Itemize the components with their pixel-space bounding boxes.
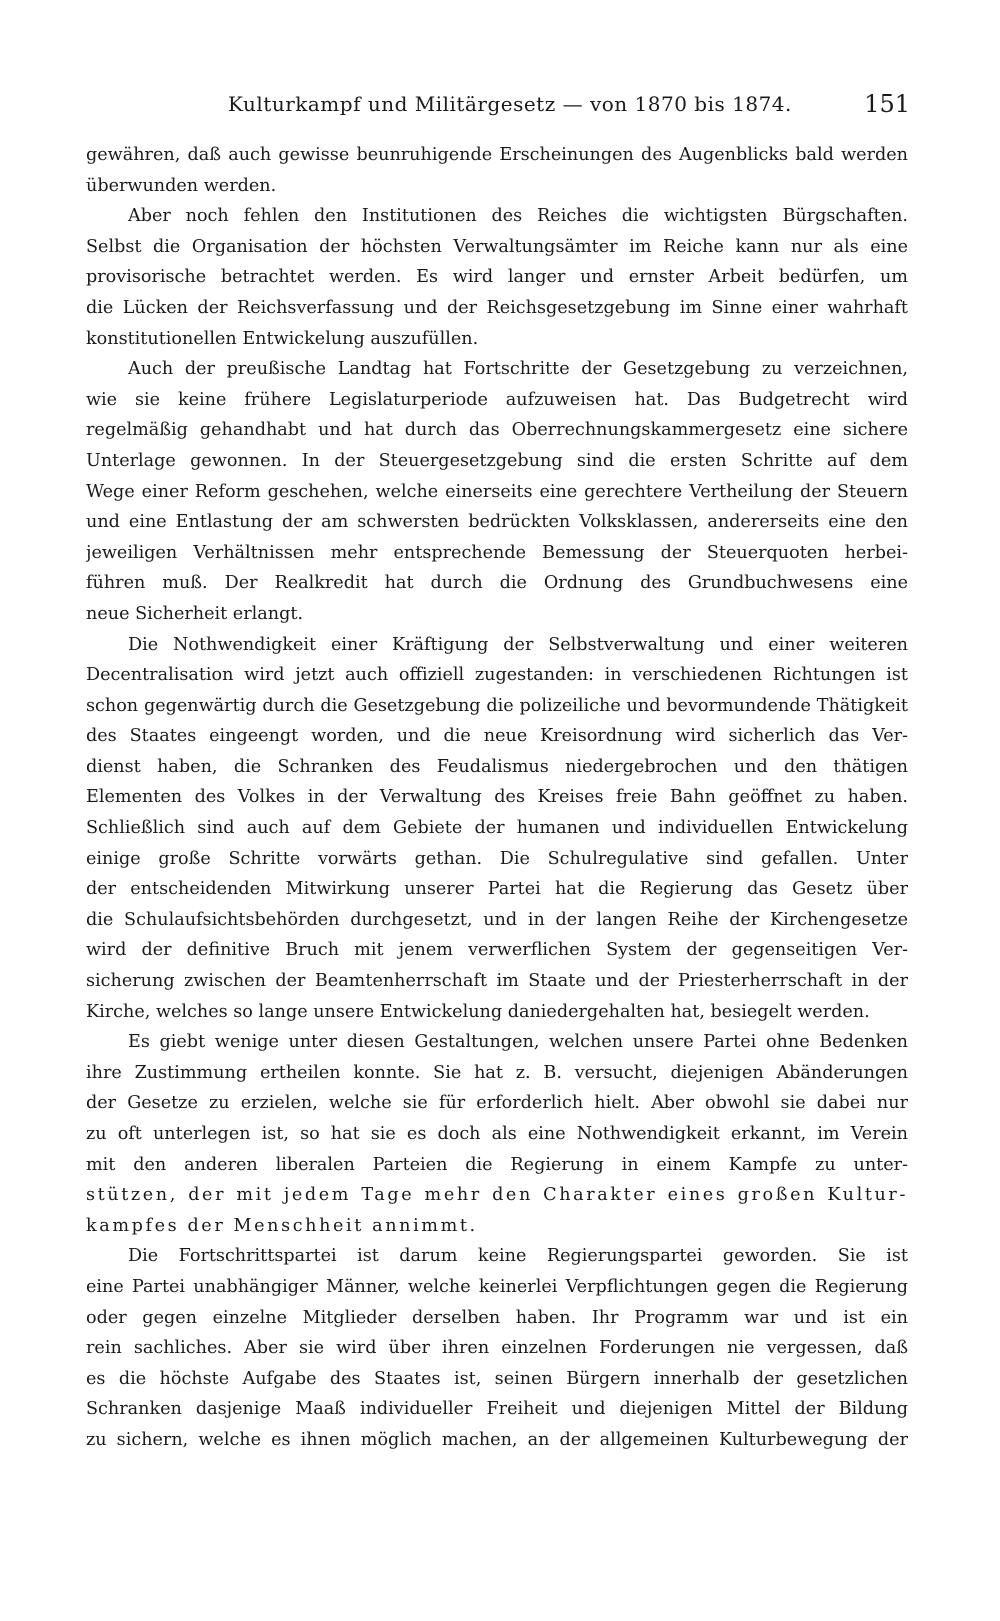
text-line: Elementen des Volkes in der Verwaltung des Kreises freie Bahn geöffnet zu haben. — [86, 787, 908, 808]
text-line: Aber noch fehlen den Institutionen des Reiches die wichtigsten Bürgschaften. — [128, 206, 908, 227]
page-number: 151 — [864, 90, 910, 118]
text-line: Wege einer Reform geschehen, welche einerseits eine gerechtere Vertheilung der Steuern — [86, 481, 908, 502]
text-line: Schranken dasjenige Maaß individueller Freiheit und diejenigen Mittel der Bildung — [86, 1399, 908, 1420]
text-line: Die Fortschrittspartei ist darum keine Regierungspartei geworden. Sie ist — [128, 1246, 908, 1267]
text-line: neue Sicherheit erlangt. — [86, 603, 303, 624]
text-line: Unterlage gewonnen. In der Steuergesetzgebung sind die ersten Schritte auf dem — [86, 450, 908, 471]
text-line: konstitutionellen Entwickelung auszufüllen. — [86, 328, 479, 349]
text-line: schon gegenwärtig durch die Gesetzgebung die polizeiliche und bevormundende Thätigkeit — [86, 695, 908, 716]
text-line: kampfes der Menschheit annimmt. — [86, 1215, 478, 1236]
text-line: Decentralisation wird jetzt auch offiziell zugestanden: in verschiedenen Richtungen ist — [86, 665, 908, 686]
text-line: Auch der preußische Landtag hat Fortschritte der Gesetzgebung zu verzeichnen, — [128, 359, 908, 380]
text-line: einige große Schritte vorwärts gethan. Die Schulregulative sind gefallen. Unter — [86, 848, 908, 869]
running-head: Kulturkampf und Militärgesetz — von 1870 bis 1874. — [228, 92, 792, 116]
text-line: eine Partei unabhängiger Männer, welche keinerlei Verpflichtungen gegen die Regierung — [86, 1276, 908, 1297]
text-line: jeweiligen Verhältnissen mehr entsprechende Bemessung der Steuerquoten herbei- — [86, 542, 908, 563]
text-line: mit den anderen liberalen Parteien die Regierung in einem Kampfe zu unter- — [86, 1154, 908, 1175]
page-header — [86, 92, 910, 122]
text-line: oder gegen einzelne Mitglieder derselben haben. Ihr Programm war und ist ein — [86, 1307, 908, 1328]
text-line: überwunden werden. — [86, 175, 277, 196]
text-line: Kirche, welches so lange unsere Entwickelung daniedergehalten hat, besiegelt werden. — [86, 1001, 870, 1022]
text-line: zu oft unterlegen ist, so hat sie es doch als eine Nothwendigkeit erkannt, im Verein — [86, 1124, 908, 1144]
text-line: es die höchste Aufgabe des Staates ist, seinen Bürgern innerhalb der gesetzlichen — [86, 1368, 908, 1389]
text-line: dienst haben, die Schranken des Feudalismus niedergebrochen und den thätigen — [86, 756, 908, 777]
text-line: wird der definitive Bruch mit jenem verwerflichen System der gegenseitigen Ver- — [86, 940, 908, 961]
text-line: Schließlich sind auch auf dem Gebiete der humanen und individuellen Entwickelung — [86, 818, 908, 839]
text-line: des Staates eingeengt worden, und die neue Kreisordnung wird sicherlich das Ver- — [86, 726, 908, 747]
text-line: gewähren, daß auch gewisse beunruhigende Erscheinungen des Augenblicks bald werden — [86, 145, 908, 165]
text-line: stützen, der mit jedem Tage mehr den Charakter eines großen Kultur- — [86, 1185, 908, 1206]
text-line: provisorische betrachtet werden. Es wird langer und ernster Arbeit bedürfen, um — [86, 267, 908, 288]
text-line: Selbst die Organisation der höchsten Verwaltungsämter im Reiche kann nur als eine — [86, 236, 908, 257]
text-line: Es giebt wenige unter diesen Gestaltungen, welchen unsere Partei ohne Bedenken — [128, 1032, 908, 1053]
text-line: sicherung zwischen der Beamtenherrschaft im Staate und der Priesterherrschaft in der — [86, 971, 908, 992]
text-line: wie sie keine frühere Legislaturperiode aufzuweisen hat. Das Budgetrecht wird — [86, 389, 908, 410]
text-line: führen muß. Der Realkredit hat durch die Ordnung des Grundbuchwesens eine — [86, 573, 908, 594]
text-line: regelmäßig gehandhabt und hat durch das Oberrechnungskammergesetz eine sichere — [86, 420, 908, 441]
text-line: und eine Entlastung der am schwersten bedrückten Volksklassen, andererseits eine den — [86, 512, 908, 533]
text-line: der Gesetze zu erzielen, welche sie für erforderlich hielt. Aber obwohl sie dabei nur — [86, 1093, 908, 1114]
text-line: die Schulaufsichtsbehörden durchgesetzt, und in der langen Reihe der Kirchengesetze — [86, 909, 908, 930]
text-line: ihre Zustimmung ertheilen konnte. Sie hat z. B. versucht, diejenigen Abänderungen — [86, 1062, 908, 1083]
text-line: der entscheidenden Mitwirkung unserer Partei hat die Regierung das Gesetz über — [86, 879, 908, 900]
body-text — [86, 140, 908, 1456]
text-line: die Lücken der Reichsverfassung und der Reichsgesetzgebung im Sinne einer wahrhaft — [86, 297, 908, 318]
text-line: Die Nothwendigkeit einer Kräftigung der Selbstverwaltung und einer weiteren — [128, 634, 908, 655]
text-line: rein sachliches. Aber sie wird über ihren einzelnen Forderungen nie vergessen, daß — [86, 1338, 908, 1359]
text-line: zu sichern, welche es ihnen möglich machen, an der allgemeinen Kulturbewegung der — [86, 1429, 908, 1450]
